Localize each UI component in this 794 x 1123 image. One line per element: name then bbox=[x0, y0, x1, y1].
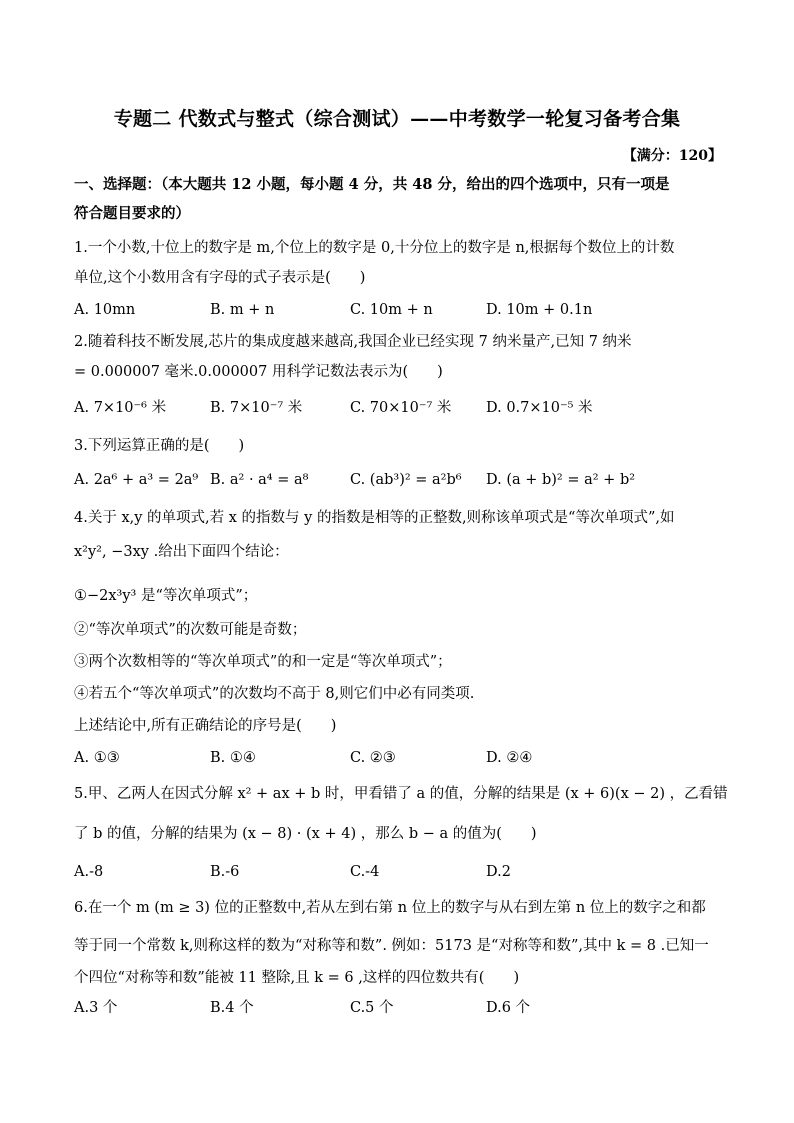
question-6-line-1: 6.在一个 m (m ≥ 3) 位的正整数中,若从左到右第 n 位上的数字与从右到左第 n 位上的数字之和都 bbox=[74, 900, 706, 916]
q2-option-a: A. 7×10⁻⁶ 米 bbox=[74, 400, 167, 416]
q3-option-c: C. (ab³)² = a²b⁶ bbox=[350, 472, 462, 488]
document-title: 专题二 代数式与整式（综合测试）——中考数学一轮复习备考合集 bbox=[113, 108, 681, 130]
q1-option-a: A. 10mn bbox=[74, 302, 136, 318]
q2-option-c: C. 70×10⁻⁷ 米 bbox=[350, 400, 452, 416]
q5-option-d: D.2 bbox=[486, 864, 511, 880]
q1-option-c: C. 10m + n bbox=[350, 302, 433, 318]
q3-option-b: B. a² · a⁴ = a⁸ bbox=[210, 472, 309, 488]
q5-option-b: B.-6 bbox=[210, 864, 240, 880]
q2-option-d: D. 0.7×10⁻⁵ 米 bbox=[486, 400, 593, 416]
q3-option-d: D. (a + b)² = a² + b² bbox=[486, 472, 636, 488]
q4-option-b: B. ①④ bbox=[210, 750, 256, 766]
q4-option-a: A. ①③ bbox=[74, 750, 120, 766]
section-heading-line-2: 符合题目要求的） bbox=[74, 205, 190, 222]
q6-option-d: D.6 个 bbox=[486, 1000, 531, 1016]
question-4-statement-2: ②“等次单项式”的次数可能是奇数； bbox=[74, 622, 307, 638]
q1-option-b: B. m + n bbox=[210, 302, 275, 318]
question-4-line-3: 上述结论中,所有正确结论的序号是( ) bbox=[74, 718, 337, 734]
question-5-line-2: 了 b 的值，分解的结果为 (x − 8) · (x + 4) ，那么 b − a 的值为( ) bbox=[74, 826, 537, 842]
question-4-statement-1: ①−2x³y³ 是“等次单项式”； bbox=[74, 588, 258, 604]
full-score-label: 【满分：120】 bbox=[622, 148, 722, 164]
q1-option-d: D. 10m + 0.1n bbox=[486, 302, 593, 318]
q2-option-b: B. 7×10⁻⁷ 米 bbox=[210, 400, 303, 416]
q5-option-c: C.-4 bbox=[350, 864, 380, 880]
section-heading-line-1: 一、选择题：（本大题共 12 小题，每小题 4 分，共 48 分，给出的四个选项中，只有一项是 bbox=[74, 176, 670, 193]
question-6-line-3: 个四位“对称等和数”能被 11 整除,且 k = 6 ,这样的四位数共有( ) bbox=[74, 970, 520, 986]
question-1-line-1: 1.一个小数,十位上的数字是 m,个位上的数字是 0,十分位上的数字是 n,根据每个数位上的计数 bbox=[74, 240, 675, 256]
question-1-line-2: 单位,这个小数用含有字母的式子表示是( ) bbox=[74, 270, 366, 286]
question-5-line-1: 5.甲、乙两人在因式分解 x² + ax + b 时，甲看错了 a 的值，分解的结果是 (x + 6)(x − 2) ，乙看错 bbox=[74, 786, 728, 802]
q6-option-c: C.5 个 bbox=[350, 1000, 394, 1016]
q3-option-a: A. 2a⁶ + a³ = 2a⁹ bbox=[74, 472, 199, 488]
q5-option-a: A.-8 bbox=[74, 864, 104, 880]
question-3-line-1: 3.下列运算正确的是( ) bbox=[74, 438, 245, 454]
question-4-line-2: x²y², −3xy .给出下面四个结论： bbox=[74, 544, 289, 560]
q6-option-b: B.4 个 bbox=[210, 1000, 254, 1016]
q4-option-d: D. ②④ bbox=[486, 750, 533, 766]
question-2-line-1: 2.随着科技不断发展,芯片的集成度越来越高,我国企业已经实现 7 纳米量产,已知 7 纳米 bbox=[74, 334, 632, 350]
q6-option-a: A.3 个 bbox=[74, 1000, 118, 1016]
question-2-line-2: = 0.000007 毫米.0.000007 用科学记数法表示为( ) bbox=[74, 364, 443, 380]
question-4-line-1: 4.关于 x,y 的单项式,若 x 的指数与 y 的指数是相等的正整数,则称该单项式是“等次单项式”,如 bbox=[74, 510, 675, 526]
question-4-statement-4: ④若五个“等次单项式”的次数均不高于 8,则它们中必有同类项. bbox=[74, 686, 475, 702]
q4-option-c: C. ②③ bbox=[350, 750, 396, 766]
question-4-statement-3: ③两个次数相等的“等次单项式”的和一定是“等次单项式”； bbox=[74, 654, 452, 670]
question-6-line-2: 等于同一个常数 k,则称这样的数为“对称等和数”. 例如：5173 是“对称等和数”,其中 k = 8 .已知一 bbox=[74, 938, 709, 954]
